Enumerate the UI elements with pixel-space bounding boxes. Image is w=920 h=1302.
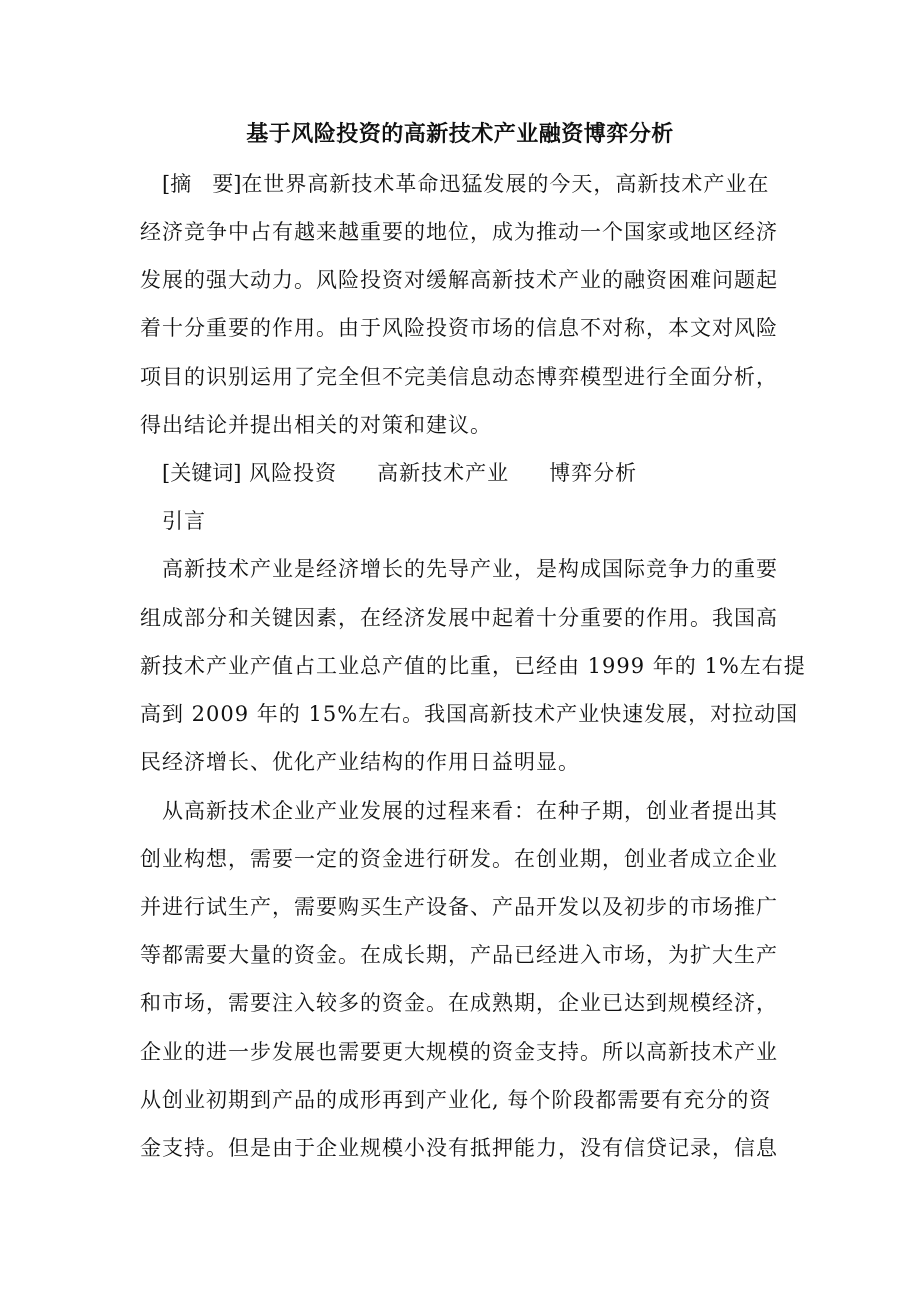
abstract-line: 经济竞争中占有越来越重要的地位，成为推动一个国家或地区经济 [140,220,778,244]
abstract-line: 着十分重要的作用。由于风险投资市场的信息不对称，本文对风险 [140,316,778,340]
paragraph-line: 和市场，需要注入较多的资金。在成熟期，企业已达到规模经济， [140,991,778,1015]
paragraph-line: 从创业初期到产品的成形再到产业化, 每个阶段都需要有充分的资 [140,1088,772,1112]
keywords-label: [关键词] [162,461,242,485]
keyword: 风险投资 [249,461,338,485]
section-heading: 引言 [162,509,206,533]
paragraph-line: 新技术产业产值占工业总产值的比重，已经由 1999 年的 1%左右提 [140,654,806,678]
keyword: 高新技术产业 [377,461,510,485]
keyword: 博弈分析 [549,461,638,485]
paragraph-line: 企业的进一步发展也需要更大规模的资金支持。所以高新技术产业 [140,1040,778,1064]
paragraph-line: 民经济增长、优化产业结构的作用日益明显。 [140,750,580,774]
abstract-line: 项目的识别运用了完全但不完美信息动态博弈模型进行全面分析， [140,365,778,389]
paragraph-line: 组成部分和关键因素，在经济发展中起着十分重要的作用。我国高 [140,606,778,630]
abstract-line [162,168,782,200]
abstract-line: 得出结论并提出相关的对策和建议。 [140,413,492,437]
paragraph-line: 高到 2009 年的 15%左右。我国高新技术产业快速发展，对拉动国 [140,702,799,726]
paragraph-line: 金支持。但是由于企业规模小没有抵押能力，没有信贷记录，信息 [140,1136,778,1160]
keywords-line [162,457,782,489]
paragraph-line: 等都需要大量的资金。在成长期，产品已经进入市场，为扩大生产 [140,943,778,967]
abstract-text: 在世界高新技术革命迅猛发展的今天，高新技术产业在 [241,172,770,196]
document-title: 基于风险投资的高新技术产业融资博弈分析 [246,121,674,147]
abstract-label: [摘 要] [162,172,242,196]
abstract-line: 发展的强大动力。风险投资对缓解高新技术产业的融资困难问题起 [140,268,778,292]
paragraph-line: 创业构想，需要一定的资金进行研发。在创业期，创业者成立企业 [140,847,778,871]
paragraph-line: 高新技术产业是经济增长的先导产业，是构成国际竞争力的重要 [162,557,778,581]
paragraph-line: 从高新技术企业产业发展的过程来看：在种子期，创业者提出其 [162,799,778,823]
paragraph-line: 并进行试生产，需要购买生产设备、产品开发以及初步的市场推广 [140,895,778,919]
